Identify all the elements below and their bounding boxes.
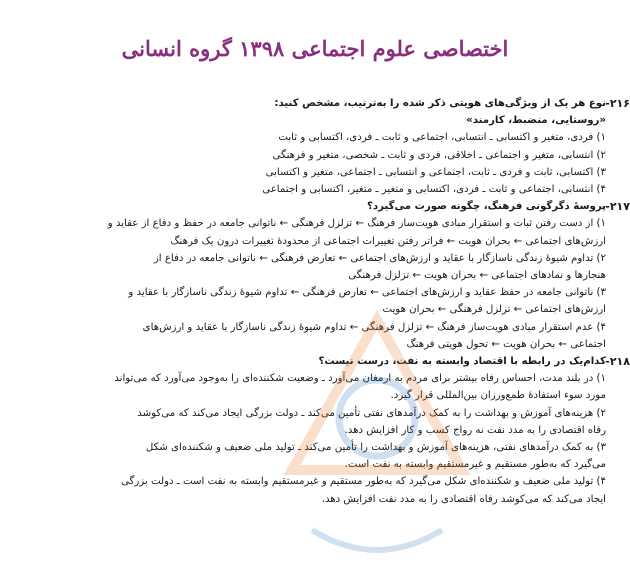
question-line: ۴) انتسابی، اجتماعی و ثابت ـ فردی، اکتسابی و متغیر ـ متغیر، اکتسابی و اجتماعی — [262, 184, 606, 196]
question-line: ۴) عدم استقرار مبادی هویت‌ساز فرهنگ ← تزلزل فرهنگی ← تداوم شیوهٔ زندگی ناسازگار با عقاید و ارزش‌های — [142, 321, 606, 333]
question-line: ارزش‌های اجتماعی ← بحران هویت ← فراتر رفتن تغییرات اجتماعی از محدودهٔ تغییرات درون یک فرهنگ — [170, 235, 606, 247]
question-line: ۳) ناتوانی جامعه در حفظ عقاید و ارزش‌های اجتماعی ← تعارض فرهنگی ← تداوم شیوهٔ زندگی ناسازگار با عقاید و — [128, 287, 606, 299]
question-number: ۲۱۸- — [605, 355, 630, 369]
question-stem: نوع هر یک از ویژگی‌های هویتی ذکر شده را به‌ترتیب، مشخص کنید: — [274, 98, 606, 109]
question-line: ۳) به کمک درآمدهای نفتی، هزینه‌های آموزش و بهداشت را تأمین می‌کند ـ تولید ملی ضعیف و شکننده‌ای شکل — [145, 442, 606, 454]
question-line: ۱) از دست رفتن ثبات و استقرار مبادی هویت‌ساز فرهنگ ← تزلزل فرهنگی ← ناتوانی جامعه در حفظ و دفاع از عقاید و — [107, 218, 606, 230]
question-3 — [30, 353, 630, 508]
question-line: ۴) تولید ملی ضعیف و شکننده‌ای شکل می‌گیرد که به‌طور مستقیم و غیرمستقیم وابسته به نفت است ـ دولت بزرگی — [121, 476, 606, 488]
question-line: رفاه اقتصادی را به مدد نفت نه رواج کسب و کار افزایش دهد. — [344, 424, 606, 436]
question-list — [30, 95, 630, 508]
question-line: ۱) فردی، متغیر و اکتسابی ـ انتسابی، اجتماعی و ثابت ـ فردی، اکتسابی و ثابت — [278, 132, 606, 144]
question-line: «روستایی، منضبط، کارمند» — [466, 115, 606, 127]
question-line: ۲) تداوم شیوهٔ زندگی ناسازگار با عقاید و ارزش‌های اجتماعی ← تعارض فرهنگی ← ناتوانی جامعه در دفاع از — [153, 252, 606, 264]
question-1 — [30, 95, 630, 198]
question-line: ۲) انتسابی، متغیر و اجتماعی ـ اخلاقی، فردی و ثابت ـ شخصی، متغیر و فرهنگی — [272, 149, 606, 161]
question-line: مورد سوء استفادهٔ طمع‌ورزان بین‌المللی قرار گیرد. — [390, 390, 606, 402]
question-line: ۱) در بلند مدت، احساس رفاه بیشتر برای مردم به ارمغان می‌آورد ـ وضعیت شکننده‌ای را به‌وجود می‌آورد که می‌تواند — [114, 373, 606, 385]
question-line: ۳) اکتسابی، ثابت و فردی ـ ثابت، اجتماعی و انتسابی ـ اجتماعی، متغیر و اکتسابی — [265, 166, 606, 178]
question-line: ایجاد می‌کند که می‌کوشد رفاه اقتصادی را به مدد نفت افزایش دهد. — [321, 493, 606, 505]
question-line: ۲) هزینه‌های آموزش و بهداشت را به کمک درآمدهای نفتی تأمین می‌کند ـ دولت بزرگی ایجاد می‌کند که می‌کوشد — [137, 407, 606, 419]
page-title: اختصاصی علوم اجتماعی ۱۳۹۸ گروه انسانی — [121, 36, 509, 61]
question-stem: کدام‌یک در رابطه با اقتصاد وابسته به نفت، درست نیست؟ — [318, 356, 606, 368]
question-2 — [30, 198, 630, 353]
question-number: ۲۱۷- — [605, 200, 630, 214]
question-stem: پروسهٔ دگرگونی فرهنگ، چگونه صورت می‌گیرد؟ — [366, 201, 606, 213]
question-line: هنجارها و نمادهای اجتماعی ← بحران هویت ← تزلزل فرهنگی — [348, 270, 606, 282]
question-line: می‌گیرد که به‌طور مستقیم و غیرمستقیم وابسته به نفت است. — [344, 459, 606, 471]
question-line: ارزش‌های اجتماعی ← تزلزل فرهنگی ← بحران هویت — [382, 304, 606, 316]
question-line: اجتماعی ← بحران هویت ← تحول هویتی فرهنگ — [406, 338, 606, 350]
question-number: ۲۱۶- — [605, 97, 630, 110]
